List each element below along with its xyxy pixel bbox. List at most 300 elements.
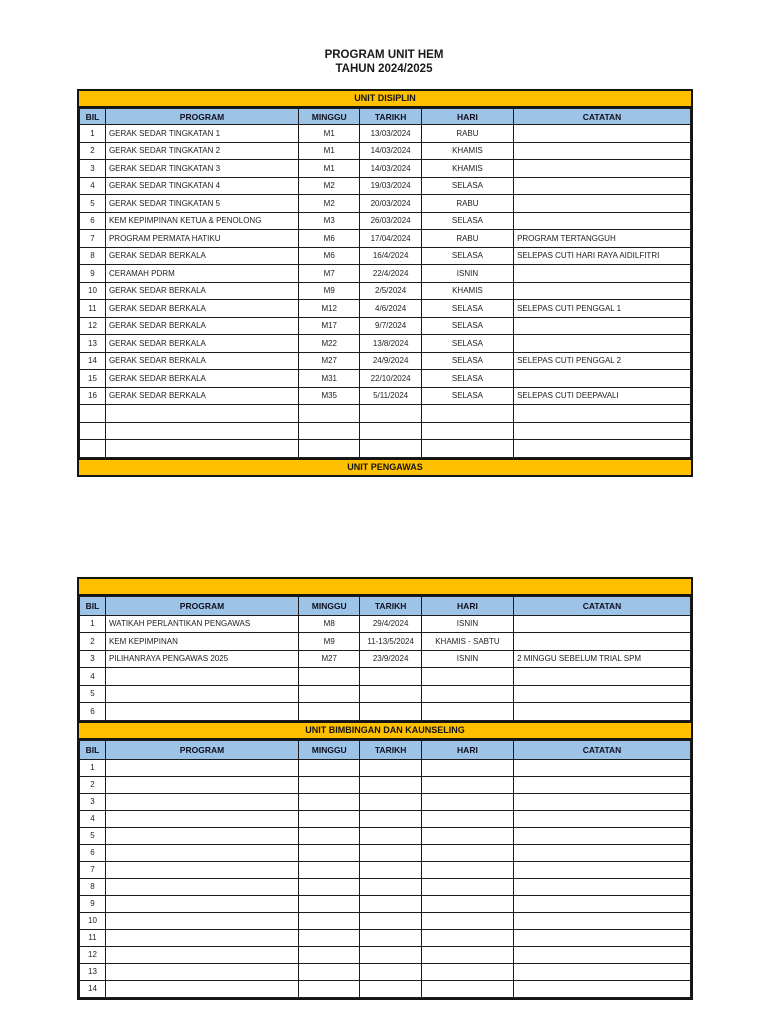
- table-cell: 22/4/2024: [360, 265, 421, 283]
- table-cell: [299, 946, 360, 963]
- section-header-unit-pengawas: UNIT PENGAWAS: [79, 458, 691, 475]
- table-cell: [514, 282, 691, 300]
- table-cell: [514, 440, 691, 458]
- table-cell: [105, 861, 298, 878]
- column-header-bil: BIL: [80, 596, 106, 615]
- column-header-row: [80, 596, 691, 615]
- table-cell: [514, 776, 691, 793]
- table-cell: 16: [80, 387, 106, 405]
- table-cell: [360, 759, 421, 776]
- table-cell: 12: [80, 946, 106, 963]
- table-row: [80, 844, 691, 861]
- table-row: [80, 142, 691, 160]
- table-cell: SELASA: [421, 247, 513, 265]
- table-cell: SELASA: [421, 352, 513, 370]
- table-cell: [299, 844, 360, 861]
- unit-pengawas-bimbingan-table-block: [77, 577, 693, 1000]
- table-cell: 19/03/2024: [360, 177, 421, 195]
- column-header-minggu: MINGGU: [299, 740, 360, 759]
- table-cell: 29/4/2024: [360, 615, 421, 633]
- column-header-tarikh: TARIKH: [360, 596, 421, 615]
- unit-bimbingan-rows: [80, 759, 691, 997]
- table-row: [80, 633, 691, 651]
- table-cell: 13: [80, 335, 106, 353]
- table-cell: [421, 776, 513, 793]
- table-cell: [105, 895, 298, 912]
- table-cell: [514, 405, 691, 423]
- table-cell: 3: [80, 160, 106, 178]
- table-cell: [105, 793, 298, 810]
- table-cell: 5: [80, 195, 106, 213]
- table-cell: GERAK SEDAR TINGKATAN 5: [105, 195, 298, 213]
- page-title: [0, 0, 768, 76]
- table-cell: 2: [80, 776, 106, 793]
- table-cell: [360, 776, 421, 793]
- table-cell: [105, 759, 298, 776]
- table-cell: 4: [80, 177, 106, 195]
- table-cell: 1: [80, 759, 106, 776]
- section-header-unit-disiplin: UNIT DISIPLIN: [79, 91, 691, 108]
- table-cell: [299, 776, 360, 793]
- table-row: [80, 265, 691, 283]
- table-cell: [360, 440, 421, 458]
- table-cell: 9: [80, 265, 106, 283]
- table-cell: CERAMAH PDRM: [105, 265, 298, 283]
- table-cell: 2: [80, 142, 106, 160]
- table-cell: M6: [299, 247, 360, 265]
- table-cell: M1: [299, 160, 360, 178]
- table-row: [80, 422, 691, 440]
- table-cell: [514, 963, 691, 980]
- table-cell: KHAMIS - SABTU: [421, 633, 513, 651]
- table-cell: [360, 844, 421, 861]
- column-header-catatan: CATATAN: [514, 109, 691, 125]
- table-cell: GERAK SEDAR TINGKATAN 1: [105, 125, 298, 143]
- table-cell: 2: [80, 633, 106, 651]
- table-cell: [421, 827, 513, 844]
- column-header-row: [80, 740, 691, 759]
- table-cell: 5: [80, 827, 106, 844]
- table-cell: GERAK SEDAR BERKALA: [105, 300, 298, 318]
- table-cell: M2: [299, 195, 360, 213]
- column-header-row: [80, 109, 691, 125]
- table-cell: [514, 422, 691, 440]
- column-header-program: PROGRAM: [105, 109, 298, 125]
- table-cell: [514, 759, 691, 776]
- table-cell: 9/7/2024: [360, 317, 421, 335]
- table-cell: 1: [80, 125, 106, 143]
- table-row: [80, 405, 691, 423]
- table-cell: [299, 827, 360, 844]
- table-cell: [421, 912, 513, 929]
- table-cell: PROGRAM TERTANGGUH: [514, 230, 691, 248]
- table-cell: GERAK SEDAR BERKALA: [105, 335, 298, 353]
- table-cell: 11: [80, 300, 106, 318]
- table-cell: [360, 963, 421, 980]
- table-cell: [299, 861, 360, 878]
- table-cell: 2/5/2024: [360, 282, 421, 300]
- table-cell: GERAK SEDAR BERKALA: [105, 352, 298, 370]
- table-row: [80, 615, 691, 633]
- table-row: [80, 703, 691, 721]
- table-cell: [105, 668, 298, 686]
- table-cell: SELASA: [421, 177, 513, 195]
- table-cell: [299, 440, 360, 458]
- table-cell: SELASA: [421, 300, 513, 318]
- table-cell: [360, 685, 421, 703]
- table-cell: [105, 405, 298, 423]
- table-cell: GERAK SEDAR BERKALA: [105, 282, 298, 300]
- table-row: [80, 946, 691, 963]
- table-cell: M22: [299, 335, 360, 353]
- table-cell: [421, 878, 513, 895]
- table-cell: GERAK SEDAR TINGKATAN 3: [105, 160, 298, 178]
- table-cell: WATIKAH PERLANTIKAN PENGAWAS: [105, 615, 298, 633]
- table-cell: [514, 861, 691, 878]
- table-row: [80, 212, 691, 230]
- table-cell: [514, 878, 691, 895]
- table-cell: [105, 878, 298, 895]
- column-header-catatan: CATATAN: [514, 596, 691, 615]
- table-row: [80, 440, 691, 458]
- table-cell: [514, 827, 691, 844]
- table-cell: [360, 793, 421, 810]
- table-row: [80, 980, 691, 997]
- table-cell: [514, 335, 691, 353]
- table-cell: 13/03/2024: [360, 125, 421, 143]
- table-cell: 11-13/5/2024: [360, 633, 421, 651]
- table-cell: [105, 810, 298, 827]
- table-cell: GERAK SEDAR BERKALA: [105, 317, 298, 335]
- table-row: [80, 895, 691, 912]
- table-cell: [421, 810, 513, 827]
- table-cell: [360, 827, 421, 844]
- table-cell: [360, 912, 421, 929]
- table-cell: 26/03/2024: [360, 212, 421, 230]
- table-cell: KHAMIS: [421, 142, 513, 160]
- table-cell: GERAK SEDAR BERKALA: [105, 370, 298, 388]
- table-cell: [421, 422, 513, 440]
- table-cell: 24/9/2024: [360, 352, 421, 370]
- table-cell: 14/03/2024: [360, 160, 421, 178]
- table-cell: [421, 861, 513, 878]
- table-cell: [360, 405, 421, 423]
- table-cell: ISNIN: [421, 265, 513, 283]
- table-cell: [105, 685, 298, 703]
- table-row: [80, 282, 691, 300]
- table-row: [80, 793, 691, 810]
- table-cell: 16/4/2024: [360, 247, 421, 265]
- table-cell: [514, 125, 691, 143]
- table-cell: GERAK SEDAR TINGKATAN 4: [105, 177, 298, 195]
- table-cell: ISNIN: [421, 615, 513, 633]
- table-cell: SELEPAS CUTI PENGGAL 1: [514, 300, 691, 318]
- column-header-hari: HARI: [421, 596, 513, 615]
- table-row: [80, 230, 691, 248]
- table-cell: [421, 759, 513, 776]
- table-cell: SELASA: [421, 370, 513, 388]
- table-cell: KEM KEPIMPINAN KETUA & PENOLONG: [105, 212, 298, 230]
- table-row: [80, 810, 691, 827]
- table-cell: SELEPAS CUTI PENGGAL 2: [514, 352, 691, 370]
- table-row: [80, 300, 691, 318]
- table-cell: [514, 980, 691, 997]
- table-cell: [514, 810, 691, 827]
- table-cell: [299, 405, 360, 423]
- table-cell: [105, 963, 298, 980]
- table-cell: 11: [80, 929, 106, 946]
- table-cell: M1: [299, 125, 360, 143]
- table-cell: M35: [299, 387, 360, 405]
- table-cell: SELASA: [421, 212, 513, 230]
- table-cell: [514, 265, 691, 283]
- table-cell: 9: [80, 895, 106, 912]
- table-cell: M1: [299, 142, 360, 160]
- table-cell: 6: [80, 844, 106, 861]
- table-row: [80, 878, 691, 895]
- table-row: [80, 668, 691, 686]
- table-row: [80, 160, 691, 178]
- table-cell: [360, 980, 421, 997]
- table-cell: [360, 929, 421, 946]
- unit-bimbingan-table: [79, 740, 691, 998]
- table-cell: [105, 422, 298, 440]
- table-cell: [299, 895, 360, 912]
- table-row: [80, 352, 691, 370]
- table-row: [80, 247, 691, 265]
- table-row: [80, 963, 691, 980]
- table-cell: [514, 370, 691, 388]
- table-row: [80, 685, 691, 703]
- table-cell: [105, 929, 298, 946]
- table-cell: [514, 668, 691, 686]
- column-header-row: [80, 109, 691, 125]
- table-row: [80, 317, 691, 335]
- section-header-unit-bimbingan: UNIT BIMBINGAN DAN KAUNSELING: [79, 721, 691, 740]
- table-cell: SELASA: [421, 387, 513, 405]
- table-row: [80, 650, 691, 668]
- column-header-program: PROGRAM: [105, 596, 298, 615]
- table-cell: [514, 793, 691, 810]
- table-cell: [421, 946, 513, 963]
- table-cell: [360, 810, 421, 827]
- table-cell: KHAMIS: [421, 282, 513, 300]
- table-cell: [514, 946, 691, 963]
- table-row: [80, 929, 691, 946]
- table-cell: [360, 668, 421, 686]
- unit-disiplin-rows: [80, 125, 691, 458]
- column-header-bil: BIL: [80, 109, 106, 125]
- table-cell: [514, 844, 691, 861]
- table-cell: 4: [80, 668, 106, 686]
- table-cell: GERAK SEDAR BERKALA: [105, 387, 298, 405]
- title-line-1: PROGRAM UNIT HEM: [324, 49, 444, 61]
- table-row: [80, 912, 691, 929]
- table-row: [80, 177, 691, 195]
- table-cell: 4/6/2024: [360, 300, 421, 318]
- table-cell: [299, 929, 360, 946]
- table-cell: 6: [80, 703, 106, 721]
- table-cell: [299, 685, 360, 703]
- table-cell: SELEPAS CUTI HARI RAYA AIDILFITRI: [514, 247, 691, 265]
- table-cell: M2: [299, 177, 360, 195]
- column-header-hari: HARI: [421, 740, 513, 759]
- table-cell: [514, 177, 691, 195]
- table-cell: [299, 759, 360, 776]
- table-cell: [421, 980, 513, 997]
- table-cell: [299, 422, 360, 440]
- title-line-2: TAHUN 2024/2025: [335, 63, 433, 75]
- table-cell: [421, 703, 513, 721]
- table-cell: [514, 212, 691, 230]
- column-header-row: [80, 596, 691, 615]
- table-cell: RABU: [421, 230, 513, 248]
- table-cell: PROGRAM PERMATA HATIKU: [105, 230, 298, 248]
- table-cell: [299, 668, 360, 686]
- table-cell: 20/03/2024: [360, 195, 421, 213]
- table-cell: [421, 929, 513, 946]
- table-cell: 5: [80, 685, 106, 703]
- table-cell: [80, 440, 106, 458]
- column-header-tarikh: TARIKH: [360, 740, 421, 759]
- table-cell: 6: [80, 212, 106, 230]
- table-cell: SELEPAS CUTI DEEPAVALI: [514, 387, 691, 405]
- table-cell: M12: [299, 300, 360, 318]
- table-cell: [514, 929, 691, 946]
- table-cell: M9: [299, 633, 360, 651]
- table-cell: KEM KEPIMPINAN: [105, 633, 298, 651]
- table-cell: [105, 440, 298, 458]
- table-cell: [105, 844, 298, 861]
- table-row: [80, 827, 691, 844]
- table-cell: [299, 963, 360, 980]
- column-header-minggu: MINGGU: [299, 109, 360, 125]
- table-cell: 7: [80, 861, 106, 878]
- table-cell: [514, 195, 691, 213]
- table-cell: 14/03/2024: [360, 142, 421, 160]
- table-cell: [514, 912, 691, 929]
- table-cell: RABU: [421, 195, 513, 213]
- table-cell: [421, 844, 513, 861]
- table-cell: [105, 703, 298, 721]
- table-cell: M27: [299, 650, 360, 668]
- table-cell: 17/04/2024: [360, 230, 421, 248]
- table-cell: [105, 776, 298, 793]
- table-cell: [299, 793, 360, 810]
- table-cell: [299, 810, 360, 827]
- table-cell: [80, 405, 106, 423]
- table-cell: GERAK SEDAR TINGKATAN 2: [105, 142, 298, 160]
- table-cell: M31: [299, 370, 360, 388]
- table-cell: 13/8/2024: [360, 335, 421, 353]
- table-cell: 4: [80, 810, 106, 827]
- table-cell: [299, 912, 360, 929]
- table-cell: [421, 440, 513, 458]
- table-cell: [105, 946, 298, 963]
- table-row: [80, 759, 691, 776]
- table-cell: 10: [80, 912, 106, 929]
- table-row: [80, 776, 691, 793]
- table-cell: [514, 703, 691, 721]
- table-cell: SELASA: [421, 335, 513, 353]
- table-row: [80, 335, 691, 353]
- section-header-empty: [79, 579, 691, 596]
- table-cell: GERAK SEDAR BERKALA: [105, 247, 298, 265]
- table-cell: [299, 703, 360, 721]
- table-cell: ISNIN: [421, 650, 513, 668]
- table-cell: [105, 912, 298, 929]
- table-cell: 14: [80, 980, 106, 997]
- column-header-program: PROGRAM: [105, 740, 298, 759]
- table-cell: M17: [299, 317, 360, 335]
- table-cell: [421, 405, 513, 423]
- table-cell: [514, 685, 691, 703]
- unit-disiplin-table: [79, 108, 691, 458]
- table-cell: M3: [299, 212, 360, 230]
- table-cell: 12: [80, 317, 106, 335]
- table-cell: [421, 668, 513, 686]
- table-cell: M9: [299, 282, 360, 300]
- table-cell: 15: [80, 370, 106, 388]
- table-cell: SELASA: [421, 317, 513, 335]
- table-cell: 7: [80, 230, 106, 248]
- table-cell: M8: [299, 615, 360, 633]
- table-cell: [514, 142, 691, 160]
- column-header-hari: HARI: [421, 109, 513, 125]
- table-cell: PILIHANRAYA PENGAWAS 2025: [105, 650, 298, 668]
- table-cell: [299, 980, 360, 997]
- column-header-minggu: MINGGU: [299, 596, 360, 615]
- table-cell: 2 MINGGU SEBELUM TRIAL SPM: [514, 650, 691, 668]
- table-cell: [360, 861, 421, 878]
- table-cell: [360, 895, 421, 912]
- table-cell: 5/11/2024: [360, 387, 421, 405]
- unit-pengawas-table: [79, 596, 691, 721]
- table-cell: 1: [80, 615, 106, 633]
- table-cell: 14: [80, 352, 106, 370]
- table-cell: [514, 895, 691, 912]
- table-cell: KHAMIS: [421, 160, 513, 178]
- table-cell: [514, 615, 691, 633]
- table-row: [80, 861, 691, 878]
- column-header-tarikh: TARIKH: [360, 109, 421, 125]
- table-cell: [421, 793, 513, 810]
- column-header-row: [80, 740, 691, 759]
- table-cell: [299, 878, 360, 895]
- column-header-bil: BIL: [80, 740, 106, 759]
- table-cell: 13: [80, 963, 106, 980]
- table-cell: 3: [80, 650, 106, 668]
- table-cell: 3: [80, 793, 106, 810]
- column-header-catatan: CATATAN: [514, 740, 691, 759]
- table-cell: [360, 878, 421, 895]
- table-cell: M6: [299, 230, 360, 248]
- table-cell: [105, 980, 298, 997]
- table-cell: 23/9/2024: [360, 650, 421, 668]
- unit-disiplin-table-block: [77, 89, 693, 477]
- table-cell: 22/10/2024: [360, 370, 421, 388]
- table-cell: M7: [299, 265, 360, 283]
- table-cell: [360, 703, 421, 721]
- table-row: [80, 125, 691, 143]
- table-cell: 8: [80, 247, 106, 265]
- table-cell: [514, 160, 691, 178]
- table-cell: M27: [299, 352, 360, 370]
- unit-pengawas-rows: [80, 615, 691, 720]
- table-cell: [360, 422, 421, 440]
- table-cell: [105, 827, 298, 844]
- table-cell: [360, 946, 421, 963]
